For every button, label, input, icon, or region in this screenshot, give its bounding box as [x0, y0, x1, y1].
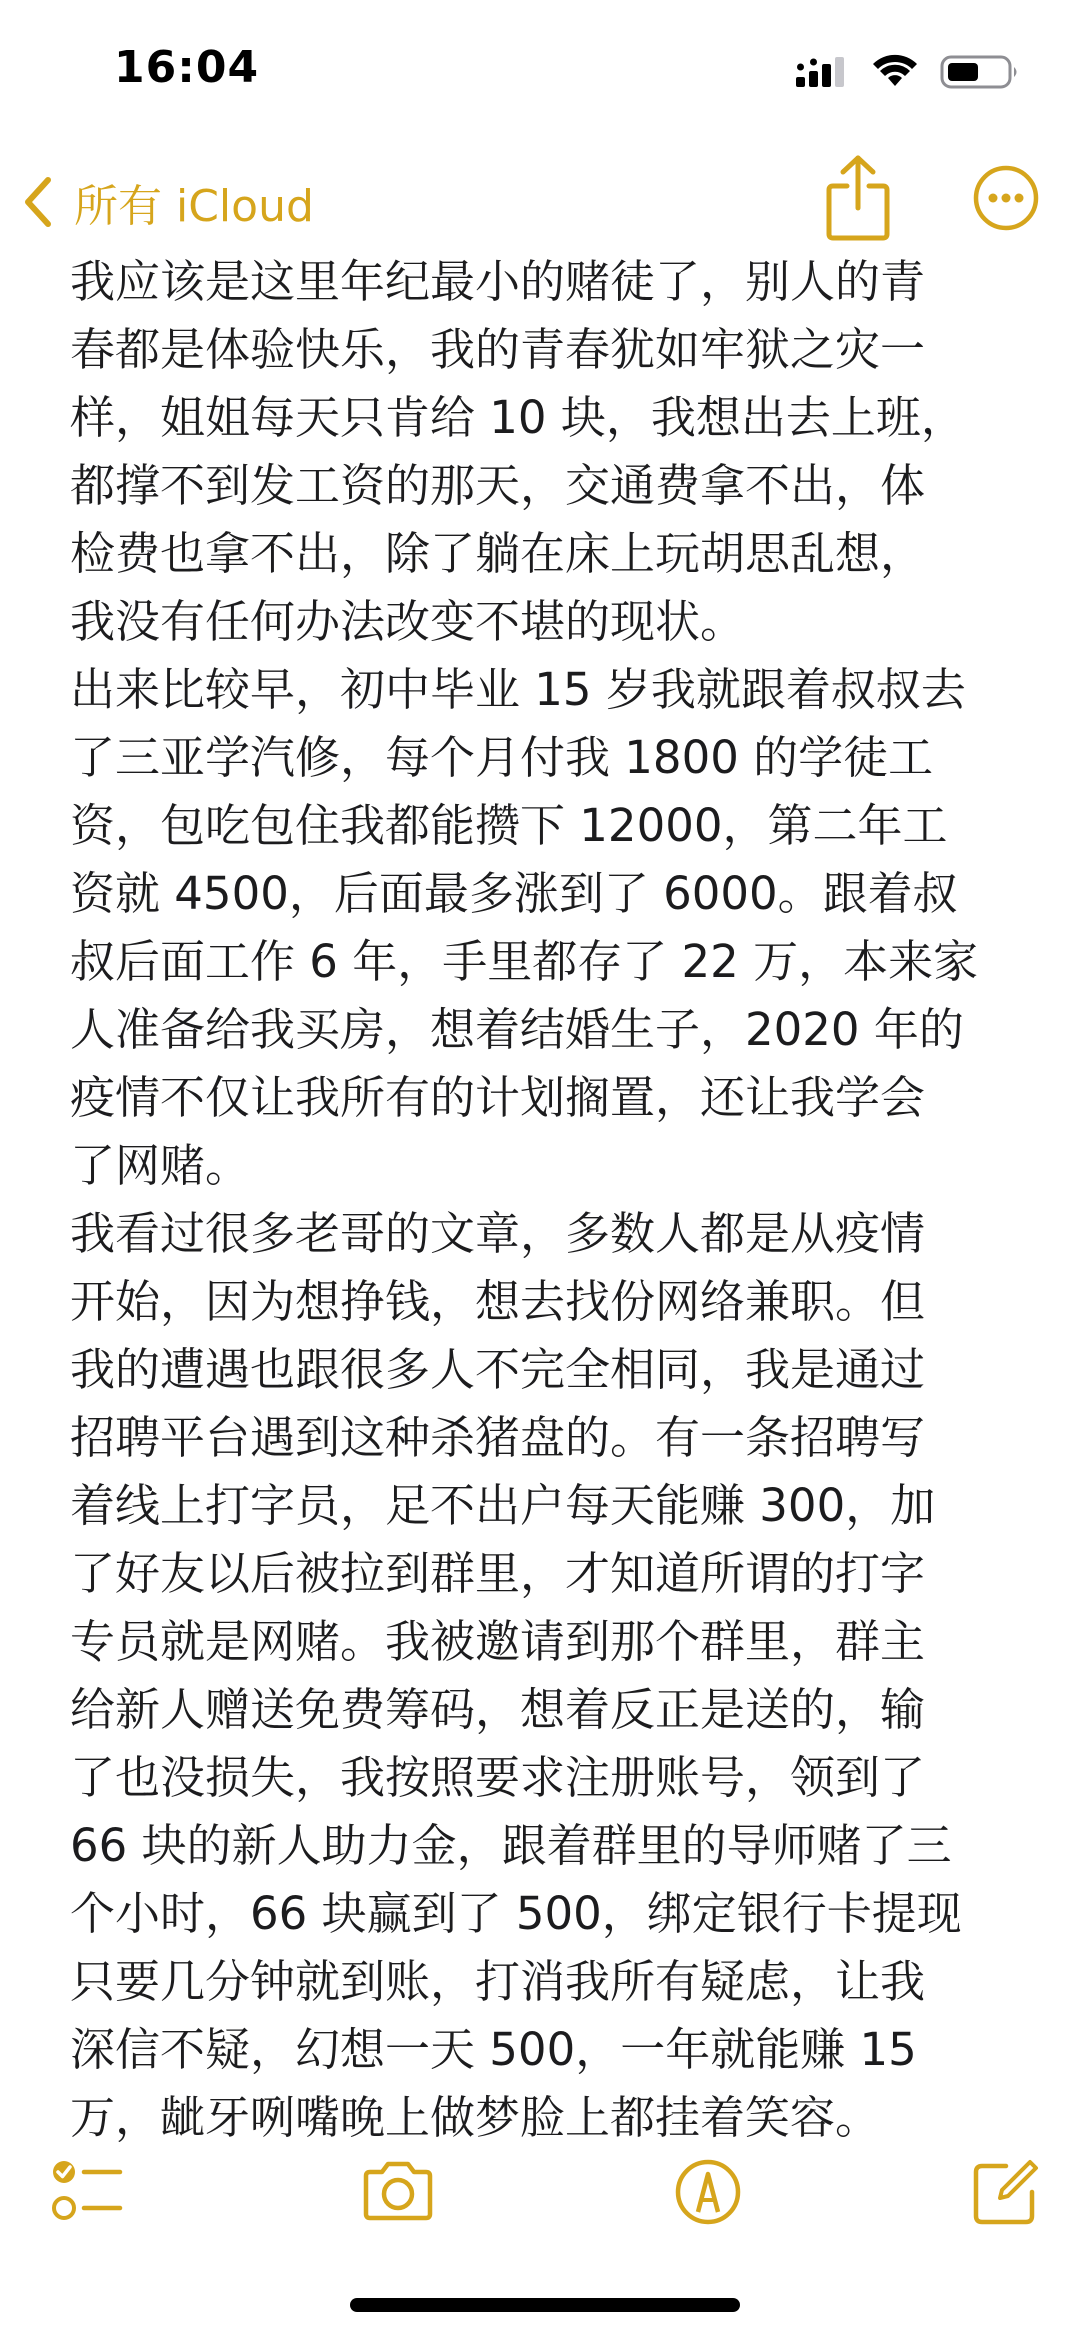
note-line: 我的遭遇也跟很多人不完全相同，我是通过: [70, 1343, 926, 1396]
note-line: 资就 4500，后面最多涨到了 6000。跟着叔: [70, 867, 958, 920]
status-icons: [796, 50, 1020, 94]
compose-icon: [966, 2152, 1046, 2232]
bottom-toolbar: [0, 2140, 1080, 2250]
more-icon: [972, 164, 1040, 232]
note-line: 检费也拿不出，除了躺在床上玩胡思乱想，: [70, 527, 926, 580]
note-line: 都撑不到发工资的那天，交通费拿不出，体: [70, 459, 926, 512]
nav-bar: [0, 150, 1080, 260]
note-line: 资，包吃包住我都能攒下 12000，第二年工: [70, 799, 948, 852]
note-line: 我没有任何办法改变不堪的现状。: [70, 595, 746, 648]
wifi-icon: [872, 55, 918, 89]
note-line: 招聘平台遇到这种杀猪盘的。有一条招聘写: [70, 1411, 926, 1464]
checklist-button[interactable]: [48, 2152, 128, 2232]
camera-button[interactable]: [358, 2152, 438, 2232]
status-time: 16:04: [114, 42, 260, 93]
checklist-icon: [48, 2152, 128, 2232]
share-icon: [823, 150, 893, 250]
note-line: 着线上打字员，足不出户每天能赚 300，加: [70, 1479, 936, 1532]
home-indicator[interactable]: [350, 2298, 740, 2312]
note-line: 我看过很多老哥的文章，多数人都是从疫情: [70, 1207, 926, 1260]
note-body[interactable]: [70, 248, 1030, 2144]
note-line: 了也没损失，我按照要求注册账号，领到了: [70, 1751, 926, 1804]
markup-button[interactable]: [668, 2152, 748, 2232]
compose-button[interactable]: [966, 2152, 1046, 2232]
note-line: 我应该是这里年纪最小的赌徒了，别人的青: [70, 255, 926, 308]
back-label: 所有 iCloud: [74, 181, 314, 232]
note-line: 人准备给我买房，想着结婚生子，2020 年的: [70, 1003, 964, 1056]
note-line: 疫情不仅让我所有的计划搁置，还让我学会: [70, 1071, 926, 1124]
note-line: 出来比较早，初中毕业 15 岁我就跟着叔叔去: [70, 663, 966, 716]
markup-icon: [668, 2152, 748, 2232]
note-line: 万，龇牙咧嘴晚上做梦脸上都挂着笑容。: [70, 2091, 881, 2144]
back-button[interactable]: [20, 162, 314, 242]
note-line: 了三亚学汽修，每个月付我 1800 的学徒工: [70, 731, 934, 784]
note-line: 样，姐姐每天只肯给 10 块，我想出去上班，: [70, 391, 966, 444]
note-line: 66 块的新人助力金，跟着群里的导师赌了三: [70, 1819, 952, 1872]
more-button[interactable]: [972, 164, 1040, 232]
note-line: 开始，因为想挣钱，想去找份网络兼职。但: [70, 1275, 926, 1328]
note-line: 深信不疑，幻想一天 500，一年就能赚 15: [70, 2023, 917, 2076]
note-line: 给新人赠送免费筹码，想着反正是送的，输: [70, 1683, 926, 1736]
cellular-signal-icon: [796, 55, 850, 89]
chevron-left-icon: [20, 174, 56, 230]
share-button[interactable]: [823, 150, 893, 250]
note-line: 了好友以后被拉到群里，才知道所谓的打字: [70, 1547, 926, 1600]
note-line: 专员就是网赌。我被邀请到那个群里，群主: [70, 1615, 926, 1668]
note-line: 只要几分钟就到账，打消我所有疑虑，让我: [70, 1955, 926, 2008]
status-bar: [0, 0, 1080, 150]
note-line: 春都是体验快乐，我的青春犹如牢狱之灾一: [70, 323, 926, 376]
note-line: 叔后面工作 6 年，手里都存了 22 万，本来家: [70, 935, 979, 988]
note-line: 个小时，66 块赢到了 500，绑定银行卡提现: [70, 1887, 962, 1940]
battery-icon: [940, 54, 1020, 90]
camera-icon: [358, 2152, 438, 2232]
note-line: 了网赌。: [70, 1139, 251, 1192]
